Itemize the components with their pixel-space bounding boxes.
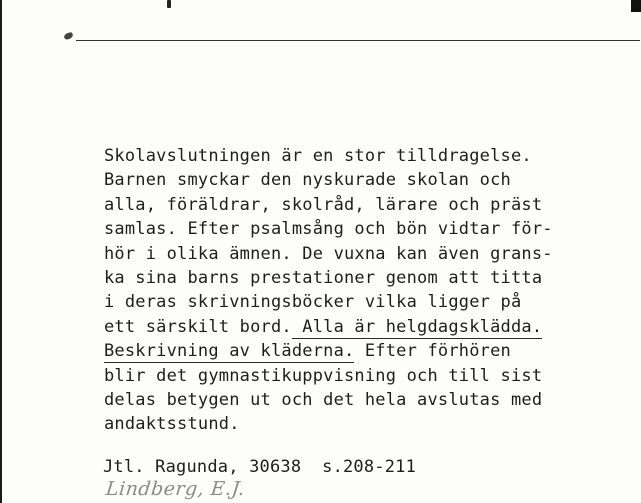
text-segment: Efter förhören [354,341,511,362]
source-citation: Jtl. Ragunda, 30638 s.208-211 [103,457,417,477]
header-rule [76,40,640,41]
text-line [104,315,634,339]
card-corner-shadow [631,0,641,12]
text-line: Skolavslutningen är en stor tilldragelse. [104,146,532,166]
text-line [104,339,634,363]
text-line: Barnen smyckar den nyskurade skolan och [104,170,511,191]
text-line: ka sina barns prestationer genom att titta [104,268,543,289]
text-line: hör i olika ämnen. De vuxna kan även grans- [104,243,553,264]
underlined-text: Alla är helgdagsklädda. [291,316,543,337]
card-body-text [104,144,634,437]
ink-blot [63,32,74,41]
text-line: alla, föräldrar, skolråd, lärare och präst [104,194,543,215]
text-line: blir det gymnastikuppvisning och till sist [104,365,543,386]
ink-mark [167,0,171,8]
text-segment: ett särskilt bord. [104,316,292,337]
text-line: i deras skrivningsböcker vilka ligger på [104,292,522,313]
text-line: andaktsstund. [104,414,240,435]
text-line: samlas. Efter psalmsång och bön vidtar för- [104,219,553,240]
underlined-text: Beskrivning av kläderna. [104,341,355,362]
author-signature: Lindberg, E.J. [104,478,247,500]
text-line: delas betygen ut och det hela avslutas med [104,390,543,411]
